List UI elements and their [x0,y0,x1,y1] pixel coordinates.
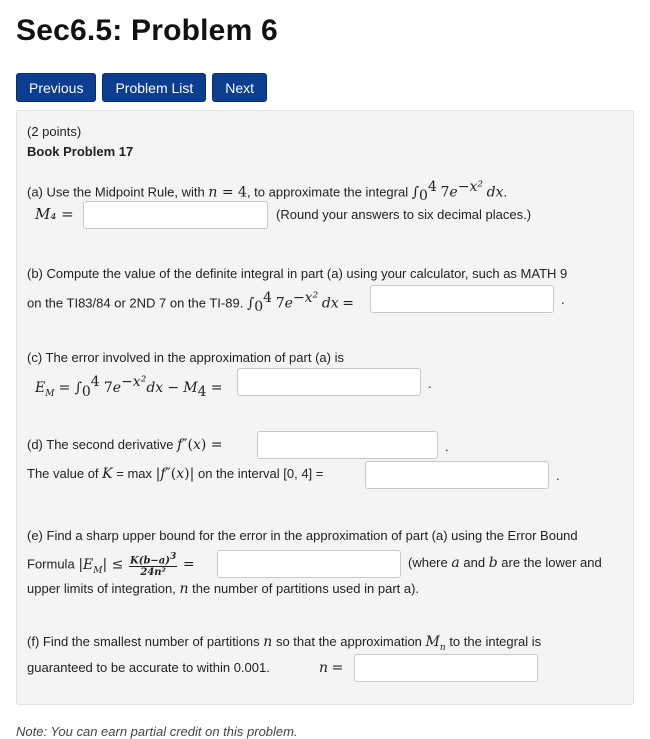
part-c-text: (c) The error involved in the approximation of part (a) is [27,350,344,365]
next-button[interactable]: Next [212,73,267,102]
part-b-text2: on the TI83/84 or 2ND 7 on the TI-89. [27,295,244,311]
part-a-label: M₄ = [35,205,74,223]
part-e-text2: Formula [27,556,75,572]
problem-list-button[interactable]: Problem List [102,73,206,102]
footer-note: Note: You can earn partial credit on this problem. [16,724,298,739]
part-a-text: (a) Use the Midpoint Rule, with [27,184,205,200]
part-a-question: (a) Use the Midpoint Rule, with n = 4, to approximate the integral $\int_0^4$ $7e^{-x^2}$ dx. [27,179,508,204]
problem-heading: Book Problem 17 [27,144,134,159]
page-title: Sec6.5: Problem 6 [16,14,278,47]
part-e-text5: are the lower and [501,555,602,570]
part-a-input[interactable] [83,201,268,229]
part-f-line1: (f) Find the smallest number of partitions n so that the approximation $M_n$ to the integral is [27,634,542,653]
part-b-text: (b) Compute the value of the definite integral in part (a) using your calculator, such as MATH 9 [27,266,568,281]
part-e-line2: Formula $|E_M|$ ≤ $\frac{K(b-a)^3}{\text{24n²}}$ = [27,552,195,579]
part-e-where: (where a and b are the lower and [408,555,602,571]
part-f-text2: so that the approximation [275,634,422,649]
part-b-input[interactable] [370,285,554,313]
part-d-period: . [445,439,449,454]
part-a-text2: , to approximate the integral [246,184,409,200]
problem-panel [16,110,634,705]
part-e-text4: and [463,555,486,570]
part-f-text: (f) Find the smallest number of partitions [27,634,260,649]
part-e-text7: the number of partitions used in part a). [192,581,420,596]
part-f-label: n = [319,660,344,676]
previous-button[interactable]: Previous [16,73,96,102]
part-d-text2: The value of [27,466,99,481]
part-d-period-2: . [556,468,560,483]
part-c-formula: $E_M = \int_0^4$ $7e^{-x^2}dx - M_4$ = [35,374,223,400]
part-f-input[interactable] [354,654,538,682]
part-d-text: (d) The second derivative [27,437,174,452]
part-b-line2: on the TI83/84 or 2ND 7 on the TI-89. $\int_0^4$ $7e^{-x^2}$ dx = [27,290,355,315]
problem-nav [16,73,267,102]
part-e-text: (e) Find a sharp upper bound for the error in the approximation of part (a) using the Error Bound [27,528,578,543]
part-f-text3: to the integral is [449,634,542,649]
part-e-text3: (where [408,555,448,570]
points-label: (2 points) [27,124,82,139]
part-d-line1: (d) The second derivative f″(x) = [27,437,223,453]
part-d-text3: = max [116,466,153,481]
part-e-text6: upper limits of integration, [27,581,176,596]
part-c-input[interactable] [237,368,421,396]
part-b-period: . [561,292,565,307]
part-d-line2: The value of K = max |f″(x)| on the interval [0, 4] = [27,466,324,482]
part-a-hint: (Round your answers to six decimal places.) [276,207,532,222]
part-e-line3: upper limits of integration, n the number of partitions used in part a). [27,581,420,597]
part-d-text4: on the interval [0, 4] = [197,466,324,481]
part-f-text4: guaranteed to be accurate to within 0.001. [27,660,270,675]
part-e-input[interactable] [217,550,401,578]
k-value-input[interactable] [365,461,549,489]
part-c-period: . [428,376,432,391]
part-d-input[interactable] [257,431,438,459]
